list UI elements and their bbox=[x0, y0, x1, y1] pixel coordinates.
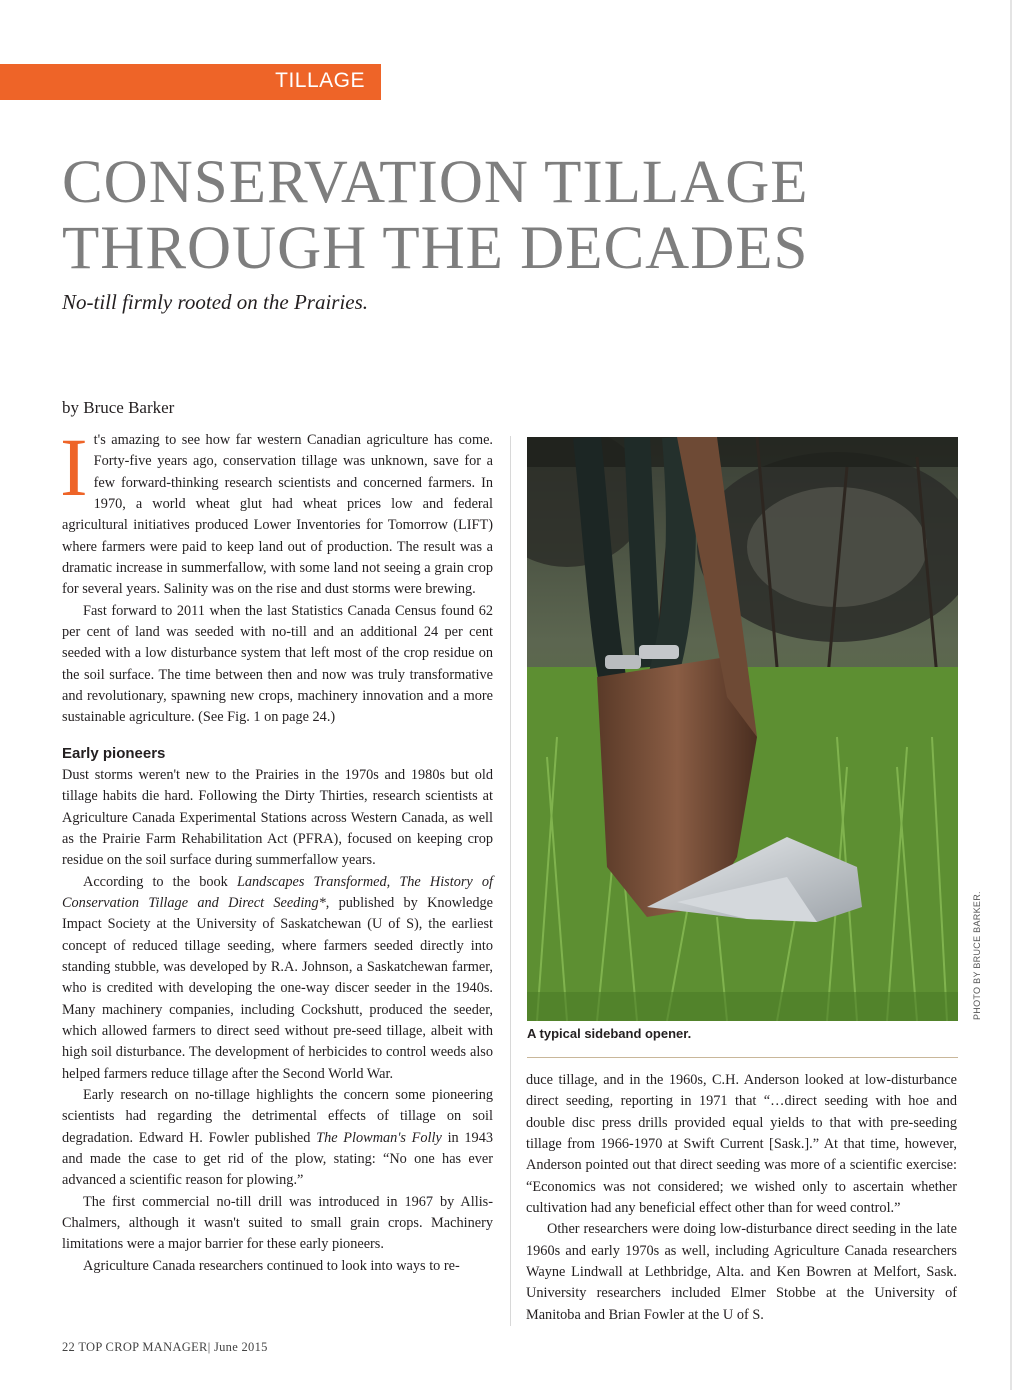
body-column-left bbox=[60, 421, 494, 1277]
body-paragraph: The first commercial no-till drill was introduced in 1967 by Allis-Chalmers, although it wasn't suited to small grain crops. Machinery limitations were a major barrier for these early pioneers. bbox=[62, 1193, 493, 1253]
page-edge-line bbox=[1010, 0, 1012, 1390]
section-banner bbox=[0, 64, 381, 100]
photo-illustration bbox=[527, 437, 958, 1021]
book-title: Landscapes Transformed, The History of Conservation Tillage and Direct Seeding* bbox=[62, 873, 493, 911]
folio-separator: | bbox=[207, 1340, 211, 1354]
headline-line-1: CONSERVATION TILLAGE bbox=[62, 149, 809, 216]
photo-credit: PHOTO BY BRUCE BARKER. bbox=[972, 891, 982, 1020]
body-paragraph: Agriculture Canada researchers continued to look into ways to re- bbox=[83, 1257, 460, 1274]
sideband-opener-photo bbox=[527, 437, 958, 1021]
section-label: TILLAGE bbox=[275, 69, 365, 92]
column-divider bbox=[510, 436, 511, 1326]
body-paragraph: According to the book Landscapes Transformed, The History of Conservation Tillage and Direct Seeding*, published by Knowledge Impact Society at the University of Saskatchewan (U of S), the earliest concept of reduced tillage seeding, where farmers seeded directly into standing stubble, was developed by R.A. Johnson, a Saskatchewan farmer, who is credited with developing the one-way discer seeder in the 1940s. Many machinery companies, including Cockshutt, produced the seeder, which allowed farmers to direct seed without pre-seed tillage, albeit with high soil disturbance. The development of herbicides to control weeds also helped farmers reduce tillage after the Second World War. bbox=[62, 873, 493, 1082]
publication-name: TOP CROP MANAGER bbox=[78, 1340, 208, 1354]
body-paragraph: It's amazing to see how far western Canadian agriculture has come. Forty-five years ago, conservation tillage was unknown, save for a few forward-thinking research scientists and concerned farmers. In 1970, a world wheat glut had wheat prices low and federal agricultural initiatives produced Lower Inventories for Tomorrow (LIFT) where farmers were paid to keep land out of production. The result was a dramatic increase in summerfallow, with some land not seeing a grain crop for several years. Salinity was on the rise and dust storms were brewing. bbox=[60, 421, 493, 598]
drop-cap: I bbox=[60, 421, 88, 513]
body-paragraph: Dust storms weren't new to the Prairies in the 1970s and 1980s but old tillage habits die hard. Following the Dirty Thirties, research scientists at Agriculture Canada Experimental Stations across Western Canada, as well as the Prairie Farm Rehabilitation Act (PFRA), focused on keeping crop residue on the soil surface during summerfallow years. bbox=[62, 766, 493, 869]
article-deck: No-till firmly rooted on the Prairies. bbox=[62, 290, 369, 314]
article-headline bbox=[62, 150, 809, 282]
byline: by Bruce Barker bbox=[62, 398, 175, 417]
body-paragraph: duce tillage, and in the 1960s, C.H. Anderson looked at low-disturbance direct seeding, reporting in 1971 that “…direct seeding with hoe and double disc press drills provided equal yields to that with pre-seeding tillage from 1966-1970 at Swift Current [Sask.].” At that time, however, Anderson pointed out that direct seeding was more of a scientific exercise: “Economics was not considered; we wished only to ascertain whether cultivation had any beneficial effect other than for weed control.” bbox=[526, 1072, 957, 1217]
page-folio bbox=[62, 1340, 268, 1355]
book-title: The Plowman's Folly bbox=[316, 1129, 442, 1146]
page-number: 22 bbox=[62, 1340, 76, 1354]
issue-date: June 2015 bbox=[213, 1340, 268, 1354]
subheading: Early pioneers bbox=[62, 744, 166, 762]
caption-rule bbox=[527, 1057, 958, 1058]
photo-caption: A typical sideband opener. bbox=[527, 1026, 692, 1041]
body-paragraph: Fast forward to 2011 when the last Statistics Canada Census found 62 per cent of land was seeded with no-till and an additional 24 per cent seeded with a low disturbance system that left most of the crop residue on the soil surface. The time between then and now was truly transformative and revolutionary, spawning new crops, machinery innovation and a more sustainable agriculture. (See Fig. 1 on page 24.) bbox=[62, 602, 493, 726]
body-column-right bbox=[526, 1070, 957, 1326]
headline-line-2: THROUGH THE DECADES bbox=[62, 215, 809, 282]
body-paragraph: Early research on no-tillage highlights the concern some pioneering scientists had regarding the detrimental effects of tillage on soil degradation. Edward H. Fowler published The Plowman's Folly in 1943 and made the case to get rid of the plow, stating: “No one has ever advanced a scientific reason for plowing.” bbox=[62, 1086, 494, 1189]
body-paragraph: Other researchers were doing low-disturbance direct seeding in the late 1960s and early 1970s as well, including Agriculture Canada researchers Wayne Lindwall at Lethbridge, Alta. and Ken Bowren at Melfort, Sask. University researchers included Elmer Stobbe at the University of Manitoba and Brian Fowler at the U of S. bbox=[526, 1221, 957, 1323]
